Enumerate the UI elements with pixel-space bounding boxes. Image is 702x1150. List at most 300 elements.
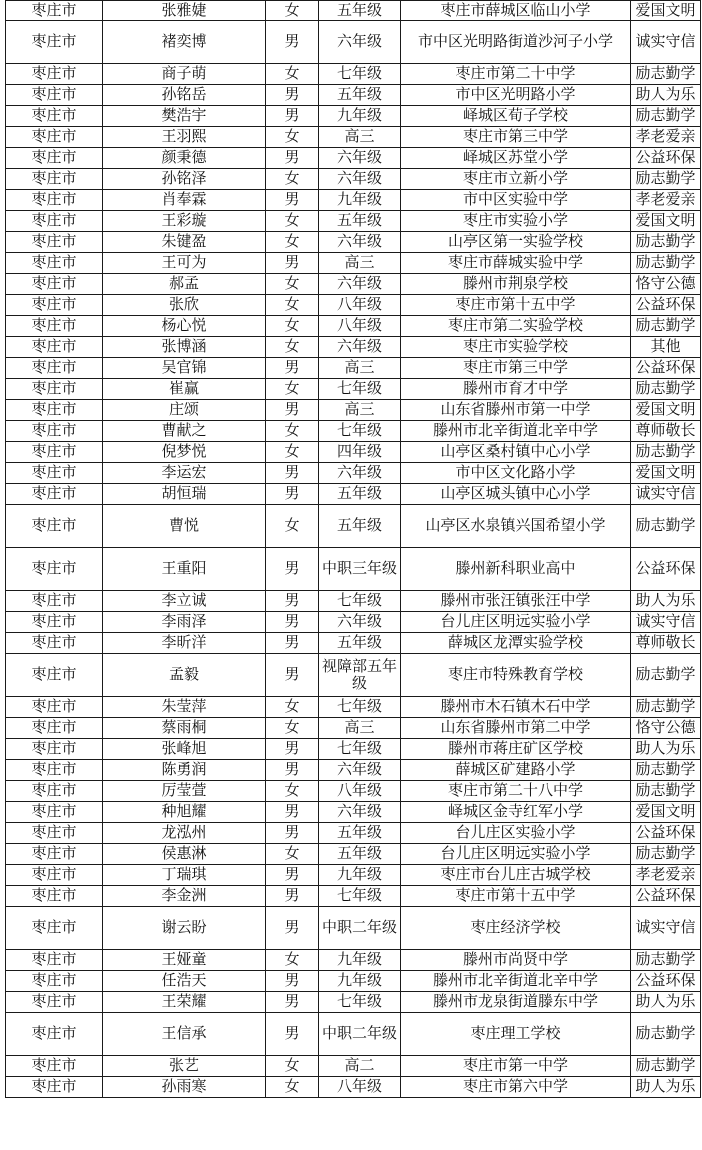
city-cell: 枣庄市 (6, 190, 103, 211)
city-cell: 枣庄市 (6, 316, 103, 337)
gender-cell: 男 (266, 992, 319, 1013)
city-cell: 枣庄市 (6, 148, 103, 169)
city-cell: 枣庄市 (6, 591, 103, 612)
grade-cell: 六年级 (319, 337, 401, 358)
category-cell: 其他 (631, 337, 701, 358)
table-row (6, 548, 701, 591)
city-cell: 枣庄市 (6, 21, 103, 64)
school-cell: 山亭区水泉镇兴国希望小学 (401, 505, 631, 548)
gender-cell: 男 (266, 633, 319, 654)
table-row (6, 823, 701, 844)
city-cell: 枣庄市 (6, 274, 103, 295)
category-cell: 助人为乐 (631, 591, 701, 612)
city-cell: 枣庄市 (6, 718, 103, 739)
gender-cell: 女 (266, 1, 319, 21)
school-cell: 峄城区苏堂小学 (401, 148, 631, 169)
name-cell: 颜秉德 (103, 148, 266, 169)
table-row (6, 274, 701, 295)
city-cell: 枣庄市 (6, 1056, 103, 1077)
grade-cell: 八年级 (319, 1077, 401, 1098)
name-cell: 孟毅 (103, 654, 266, 697)
gender-cell: 男 (266, 21, 319, 64)
grade-cell: 九年级 (319, 106, 401, 127)
table-row (6, 358, 701, 379)
category-cell: 励志勤学 (631, 950, 701, 971)
category-cell: 孝老爱亲 (631, 190, 701, 211)
grade-cell: 七年级 (319, 697, 401, 718)
city-cell: 枣庄市 (6, 1, 103, 21)
city-cell: 枣庄市 (6, 760, 103, 781)
name-cell: 曹悦 (103, 505, 266, 548)
gender-cell: 女 (266, 232, 319, 253)
school-cell: 滕州市荆泉学校 (401, 274, 631, 295)
grade-cell: 高三 (319, 358, 401, 379)
category-cell: 助人为乐 (631, 1077, 701, 1098)
city-cell: 枣庄市 (6, 907, 103, 950)
school-cell: 枣庄经济学校 (401, 907, 631, 950)
table-row (6, 907, 701, 950)
grade-cell: 九年级 (319, 190, 401, 211)
gender-cell: 女 (266, 421, 319, 442)
name-cell: 张欣 (103, 295, 266, 316)
school-cell: 市中区光明路街道沙河子小学 (401, 21, 631, 64)
city-cell: 枣庄市 (6, 379, 103, 400)
table-row (6, 379, 701, 400)
table-row (6, 463, 701, 484)
gender-cell: 男 (266, 760, 319, 781)
table-row (6, 1, 701, 21)
grade-cell: 九年级 (319, 971, 401, 992)
student-list-table (5, 0, 701, 1098)
gender-cell: 女 (266, 337, 319, 358)
table-row (6, 232, 701, 253)
city-cell: 枣庄市 (6, 463, 103, 484)
category-cell: 爱国文明 (631, 802, 701, 823)
category-cell: 公益环保 (631, 971, 701, 992)
table-body (6, 1, 701, 1098)
category-cell: 励志勤学 (631, 654, 701, 697)
name-cell: 李运宏 (103, 463, 266, 484)
name-cell: 张艺 (103, 1056, 266, 1077)
city-cell: 枣庄市 (6, 253, 103, 274)
grade-cell: 高二 (319, 1056, 401, 1077)
gender-cell: 女 (266, 64, 319, 85)
table-row (6, 739, 701, 760)
table-row (6, 505, 701, 548)
name-cell: 孙雨寒 (103, 1077, 266, 1098)
gender-cell: 男 (266, 400, 319, 421)
grade-cell: 中职三年级 (319, 548, 401, 591)
gender-cell: 女 (266, 379, 319, 400)
name-cell: 厉莹萱 (103, 781, 266, 802)
grade-cell: 七年级 (319, 739, 401, 760)
category-cell: 爱国文明 (631, 211, 701, 232)
school-cell: 台儿庄区明远实验小学 (401, 612, 631, 633)
table-row (6, 718, 701, 739)
city-cell: 枣庄市 (6, 1013, 103, 1056)
grade-cell: 四年级 (319, 442, 401, 463)
gender-cell: 男 (266, 85, 319, 106)
table-row (6, 442, 701, 463)
city-cell: 枣庄市 (6, 992, 103, 1013)
school-cell: 枣庄市薛城区临山小学 (401, 1, 631, 21)
gender-cell: 女 (266, 950, 319, 971)
category-cell: 诚实守信 (631, 484, 701, 505)
category-cell: 公益环保 (631, 295, 701, 316)
gender-cell: 女 (266, 442, 319, 463)
school-cell: 滕州市北辛街道北辛中学 (401, 421, 631, 442)
name-cell: 侯惠淋 (103, 844, 266, 865)
name-cell: 李昕洋 (103, 633, 266, 654)
city-cell: 枣庄市 (6, 654, 103, 697)
grade-cell: 六年级 (319, 802, 401, 823)
category-cell: 励志勤学 (631, 442, 701, 463)
table-row (6, 169, 701, 190)
category-cell: 励志勤学 (631, 844, 701, 865)
category-cell: 恪守公德 (631, 274, 701, 295)
category-cell: 公益环保 (631, 358, 701, 379)
school-cell: 山亭区城头镇中心小学 (401, 484, 631, 505)
table-row (6, 760, 701, 781)
category-cell: 励志勤学 (631, 1013, 701, 1056)
table-row (6, 886, 701, 907)
name-cell: 丁瑞琪 (103, 865, 266, 886)
school-cell: 滕州市木石镇木石中学 (401, 697, 631, 718)
table-row (6, 484, 701, 505)
category-cell: 助人为乐 (631, 739, 701, 760)
city-cell: 枣庄市 (6, 358, 103, 379)
gender-cell: 女 (266, 211, 319, 232)
school-cell: 枣庄市第二十中学 (401, 64, 631, 85)
name-cell: 王荣耀 (103, 992, 266, 1013)
table-row (6, 844, 701, 865)
name-cell: 谢云盼 (103, 907, 266, 950)
grade-cell: 八年级 (319, 316, 401, 337)
city-cell: 枣庄市 (6, 505, 103, 548)
city-cell: 枣庄市 (6, 865, 103, 886)
table-row (6, 971, 701, 992)
table-row (6, 400, 701, 421)
table-row (6, 253, 701, 274)
city-cell: 枣庄市 (6, 127, 103, 148)
name-cell: 朱键盈 (103, 232, 266, 253)
grade-cell: 七年级 (319, 591, 401, 612)
gender-cell: 男 (266, 654, 319, 697)
school-cell: 山亭区第一实验学校 (401, 232, 631, 253)
grade-cell: 五年级 (319, 505, 401, 548)
school-cell: 山东省滕州市第一中学 (401, 400, 631, 421)
gender-cell: 男 (266, 1013, 319, 1056)
gender-cell: 女 (266, 169, 319, 190)
table-row (6, 337, 701, 358)
table-row (6, 633, 701, 654)
category-cell: 恪守公德 (631, 718, 701, 739)
school-cell: 枣庄市第二实验学校 (401, 316, 631, 337)
gender-cell: 女 (266, 316, 319, 337)
city-cell: 枣庄市 (6, 971, 103, 992)
city-cell: 枣庄市 (6, 484, 103, 505)
grade-cell: 中职二年级 (319, 907, 401, 950)
gender-cell: 女 (266, 295, 319, 316)
gender-cell: 男 (266, 463, 319, 484)
school-cell: 枣庄市第十五中学 (401, 886, 631, 907)
category-cell: 励志勤学 (631, 1056, 701, 1077)
city-cell: 枣庄市 (6, 548, 103, 591)
name-cell: 张雅婕 (103, 1, 266, 21)
category-cell: 爱国文明 (631, 400, 701, 421)
table-row (6, 1013, 701, 1056)
grade-cell: 中职二年级 (319, 1013, 401, 1056)
gender-cell: 男 (266, 802, 319, 823)
gender-cell: 男 (266, 358, 319, 379)
grade-cell: 六年级 (319, 463, 401, 484)
name-cell: 王彩璇 (103, 211, 266, 232)
school-cell: 台儿庄区实验小学 (401, 823, 631, 844)
school-cell: 山东省滕州市第二中学 (401, 718, 631, 739)
category-cell: 助人为乐 (631, 85, 701, 106)
gender-cell: 男 (266, 739, 319, 760)
table-row (6, 127, 701, 148)
grade-cell: 七年级 (319, 64, 401, 85)
category-cell: 公益环保 (631, 148, 701, 169)
table-row (6, 1056, 701, 1077)
name-cell: 李立诚 (103, 591, 266, 612)
table-row (6, 781, 701, 802)
category-cell: 公益环保 (631, 886, 701, 907)
grade-cell: 七年级 (319, 421, 401, 442)
grade-cell: 九年级 (319, 865, 401, 886)
category-cell: 助人为乐 (631, 992, 701, 1013)
grade-cell: 六年级 (319, 232, 401, 253)
school-cell: 市中区文化路小学 (401, 463, 631, 484)
name-cell: 种旭耀 (103, 802, 266, 823)
city-cell: 枣庄市 (6, 823, 103, 844)
school-cell: 枣庄市第十五中学 (401, 295, 631, 316)
city-cell: 枣庄市 (6, 781, 103, 802)
city-cell: 枣庄市 (6, 739, 103, 760)
name-cell: 张峰旭 (103, 739, 266, 760)
grade-cell: 六年级 (319, 169, 401, 190)
school-cell: 枣庄市实验小学 (401, 211, 631, 232)
category-cell: 励志勤学 (631, 760, 701, 781)
gender-cell: 男 (266, 612, 319, 633)
city-cell: 枣庄市 (6, 1077, 103, 1098)
grade-cell: 高三 (319, 400, 401, 421)
name-cell: 曹献之 (103, 421, 266, 442)
school-cell: 枣庄市薛城实验中学 (401, 253, 631, 274)
gender-cell: 男 (266, 907, 319, 950)
name-cell: 张博涵 (103, 337, 266, 358)
school-cell: 市中区光明路小学 (401, 85, 631, 106)
grade-cell: 八年级 (319, 781, 401, 802)
category-cell: 励志勤学 (631, 64, 701, 85)
school-cell: 滕州新科职业高中 (401, 548, 631, 591)
name-cell: 郝孟 (103, 274, 266, 295)
school-cell: 市中区实验中学 (401, 190, 631, 211)
category-cell: 公益环保 (631, 823, 701, 844)
grade-cell: 五年级 (319, 484, 401, 505)
table-row (6, 64, 701, 85)
city-cell: 枣庄市 (6, 633, 103, 654)
gender-cell: 女 (266, 781, 319, 802)
gender-cell: 女 (266, 1077, 319, 1098)
city-cell: 枣庄市 (6, 295, 103, 316)
grade-cell: 高三 (319, 718, 401, 739)
gender-cell: 女 (266, 697, 319, 718)
name-cell: 王重阳 (103, 548, 266, 591)
gender-cell: 男 (266, 253, 319, 274)
table-row (6, 591, 701, 612)
name-cell: 崔赢 (103, 379, 266, 400)
gender-cell: 男 (266, 148, 319, 169)
table-row (6, 950, 701, 971)
table-row (6, 865, 701, 886)
city-cell: 枣庄市 (6, 886, 103, 907)
grade-cell: 六年级 (319, 612, 401, 633)
name-cell: 李金洲 (103, 886, 266, 907)
gender-cell: 男 (266, 886, 319, 907)
city-cell: 枣庄市 (6, 337, 103, 358)
gender-cell: 女 (266, 274, 319, 295)
school-cell: 枣庄市第二十八中学 (401, 781, 631, 802)
school-cell: 枣庄市立新小学 (401, 169, 631, 190)
table-row (6, 85, 701, 106)
grade-cell: 六年级 (319, 760, 401, 781)
school-cell: 枣庄市实验学校 (401, 337, 631, 358)
school-cell: 枣庄市第一中学 (401, 1056, 631, 1077)
name-cell: 龙泓州 (103, 823, 266, 844)
school-cell: 薛城区矿建路小学 (401, 760, 631, 781)
name-cell: 蔡雨桐 (103, 718, 266, 739)
category-cell: 诚实守信 (631, 21, 701, 64)
gender-cell: 男 (266, 548, 319, 591)
gender-cell: 女 (266, 844, 319, 865)
category-cell: 励志勤学 (631, 379, 701, 400)
school-cell: 滕州市育才中学 (401, 379, 631, 400)
city-cell: 枣庄市 (6, 697, 103, 718)
table-row (6, 1077, 701, 1098)
school-cell: 枣庄市第六中学 (401, 1077, 631, 1098)
school-cell: 枣庄市第三中学 (401, 358, 631, 379)
table-row (6, 992, 701, 1013)
name-cell: 王娅童 (103, 950, 266, 971)
gender-cell: 男 (266, 865, 319, 886)
name-cell: 王可为 (103, 253, 266, 274)
city-cell: 枣庄市 (6, 169, 103, 190)
school-cell: 枣庄市特殊教育学校 (401, 654, 631, 697)
table-row (6, 612, 701, 633)
grade-cell: 八年级 (319, 295, 401, 316)
name-cell: 肖奉霖 (103, 190, 266, 211)
name-cell: 倪梦悦 (103, 442, 266, 463)
city-cell: 枣庄市 (6, 950, 103, 971)
name-cell: 孙铭岳 (103, 85, 266, 106)
gender-cell: 女 (266, 127, 319, 148)
grade-cell: 七年级 (319, 886, 401, 907)
table-row (6, 211, 701, 232)
city-cell: 枣庄市 (6, 106, 103, 127)
table-row (6, 295, 701, 316)
name-cell: 朱莹萍 (103, 697, 266, 718)
city-cell: 枣庄市 (6, 400, 103, 421)
category-cell: 孝老爱亲 (631, 127, 701, 148)
grade-cell: 五年级 (319, 211, 401, 232)
city-cell: 枣庄市 (6, 211, 103, 232)
city-cell: 枣庄市 (6, 802, 103, 823)
grade-cell: 六年级 (319, 274, 401, 295)
school-cell: 峄城区金寺红军小学 (401, 802, 631, 823)
category-cell: 爱国文明 (631, 1, 701, 21)
category-cell: 励志勤学 (631, 232, 701, 253)
category-cell: 励志勤学 (631, 169, 701, 190)
name-cell: 李雨泽 (103, 612, 266, 633)
table-row (6, 148, 701, 169)
city-cell: 枣庄市 (6, 85, 103, 106)
category-cell: 励志勤学 (631, 781, 701, 802)
school-cell: 山亭区桑村镇中心小学 (401, 442, 631, 463)
gender-cell: 男 (266, 971, 319, 992)
table-row (6, 802, 701, 823)
table-row (6, 697, 701, 718)
category-cell: 公益环保 (631, 548, 701, 591)
school-cell: 枣庄市台儿庄古城学校 (401, 865, 631, 886)
category-cell: 励志勤学 (631, 505, 701, 548)
grade-cell: 七年级 (319, 992, 401, 1013)
grade-cell: 五年级 (319, 844, 401, 865)
gender-cell: 女 (266, 718, 319, 739)
gender-cell: 男 (266, 190, 319, 211)
grade-cell: 六年级 (319, 21, 401, 64)
school-cell: 滕州市北辛街道北辛中学 (401, 971, 631, 992)
name-cell: 任浩天 (103, 971, 266, 992)
category-cell: 励志勤学 (631, 316, 701, 337)
gender-cell: 女 (266, 1056, 319, 1077)
category-cell: 励志勤学 (631, 697, 701, 718)
name-cell: 商子萌 (103, 64, 266, 85)
school-cell: 台儿庄区明远实验小学 (401, 844, 631, 865)
grade-cell: 七年级 (319, 379, 401, 400)
name-cell: 王信承 (103, 1013, 266, 1056)
category-cell: 励志勤学 (631, 106, 701, 127)
gender-cell: 男 (266, 591, 319, 612)
name-cell: 樊浩宇 (103, 106, 266, 127)
grade-cell: 五年级 (319, 85, 401, 106)
school-cell: 枣庄理工学校 (401, 1013, 631, 1056)
school-cell: 枣庄市第三中学 (401, 127, 631, 148)
grade-cell: 视障部五年级 (319, 654, 401, 697)
school-cell: 滕州市张汪镇张汪中学 (401, 591, 631, 612)
city-cell: 枣庄市 (6, 612, 103, 633)
city-cell: 枣庄市 (6, 442, 103, 463)
category-cell: 爱国文明 (631, 463, 701, 484)
grade-cell: 五年级 (319, 823, 401, 844)
gender-cell: 男 (266, 106, 319, 127)
name-cell: 王羽熙 (103, 127, 266, 148)
grade-cell: 高三 (319, 127, 401, 148)
gender-cell: 女 (266, 505, 319, 548)
table-row (6, 316, 701, 337)
city-cell: 枣庄市 (6, 844, 103, 865)
category-cell: 孝老爱亲 (631, 865, 701, 886)
category-cell: 诚实守信 (631, 612, 701, 633)
name-cell: 陈勇润 (103, 760, 266, 781)
city-cell: 枣庄市 (6, 232, 103, 253)
grade-cell: 五年级 (319, 633, 401, 654)
gender-cell: 男 (266, 823, 319, 844)
name-cell: 杨心悦 (103, 316, 266, 337)
name-cell: 褚奕博 (103, 21, 266, 64)
school-cell: 薛城区龙潭实验学校 (401, 633, 631, 654)
